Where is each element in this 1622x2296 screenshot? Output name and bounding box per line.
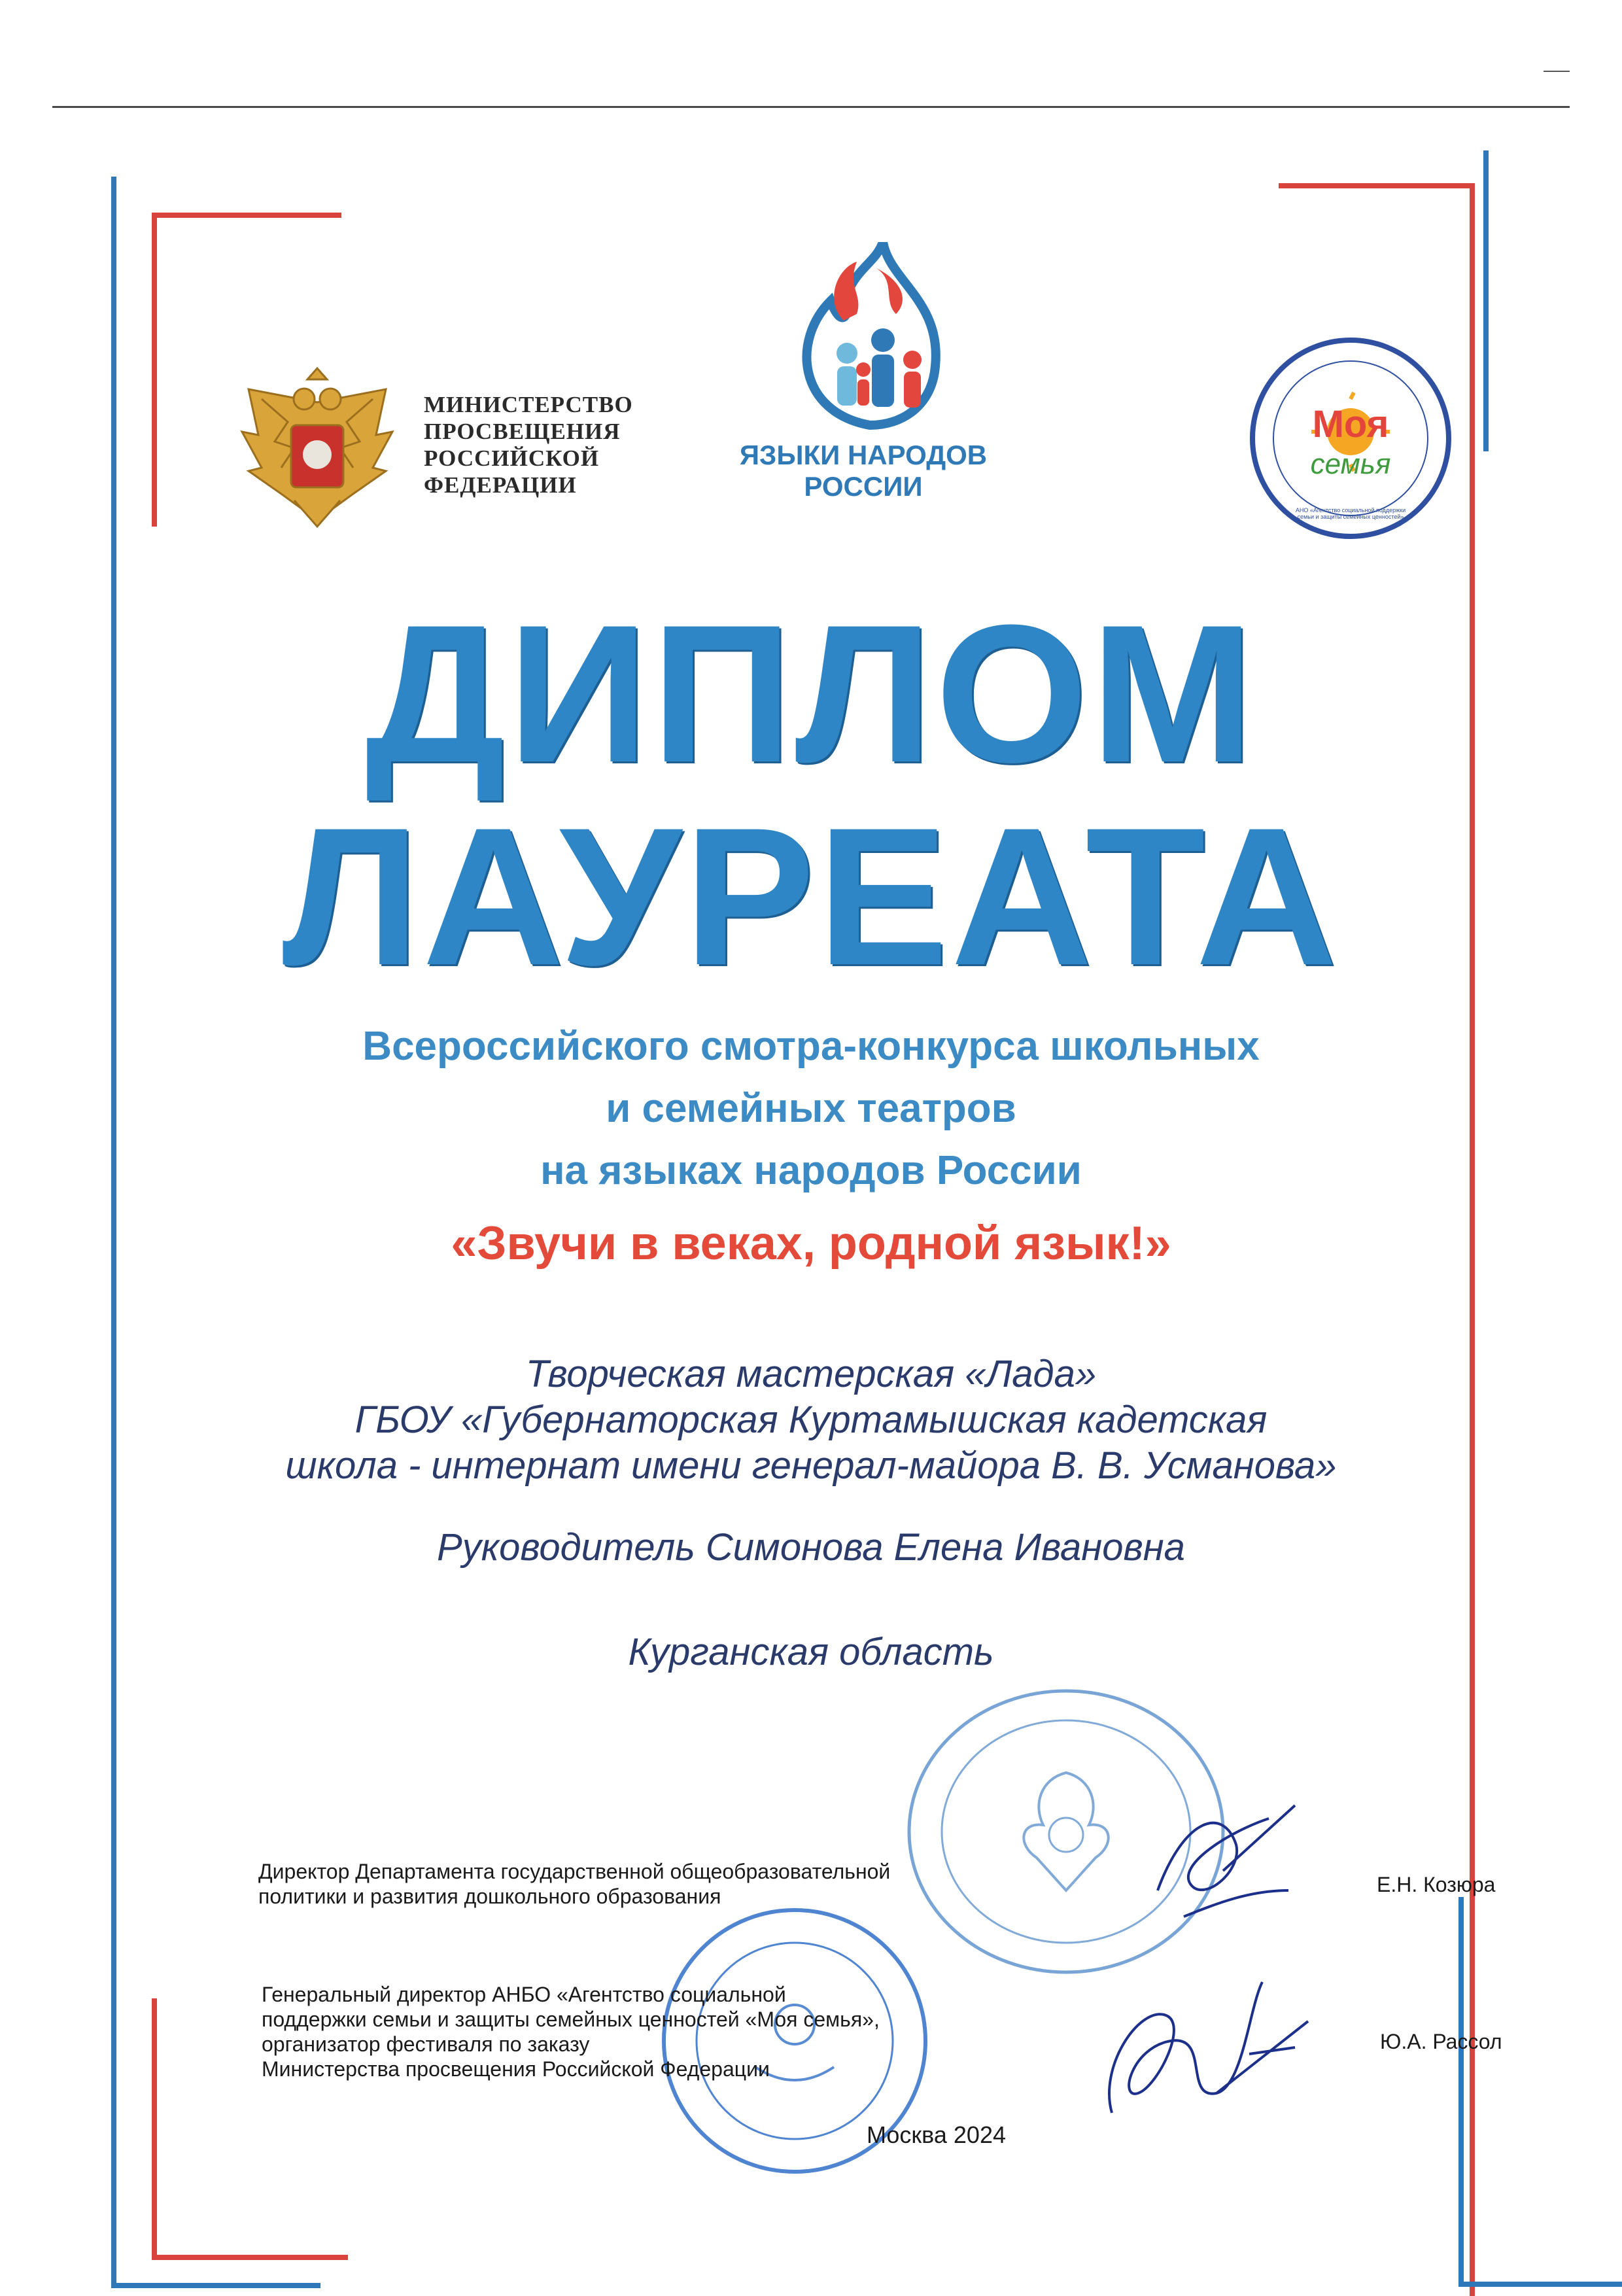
family-logo-word1: Моя: [1312, 403, 1389, 445]
languages-logo-text: ЯЗЫКИ НАРОДОВ РОССИИ: [739, 440, 988, 502]
director2-name: Ю.А. Рассол: [1380, 2030, 1502, 2053]
contest-line2: и семейных театров: [606, 1086, 1016, 1131]
recipient-region: Курганская область: [628, 1631, 994, 1673]
family-logo-word2: семья: [1310, 448, 1391, 480]
recipient-studio: Творческая мастерская «Лада»: [525, 1353, 1097, 1395]
scan-corner-line: [1544, 71, 1570, 72]
contest-line1: Всероссийского смотра-конкурса школьных: [362, 1024, 1260, 1069]
languages-logo-icon: [785, 242, 955, 432]
title-line2: ЛАУРЕАТА: [282, 786, 1340, 1006]
family-logo: [1246, 334, 1455, 543]
signature-2: [1086, 1969, 1321, 2139]
ministry-emblem: [235, 363, 399, 533]
city-year: Москва 2024: [867, 2121, 1006, 2148]
director1-name: Е.Н. Козюра: [1377, 1873, 1496, 1896]
ministry-name: МИНИСТЕРСТВО ПРОСВЕЩЕНИЯ РОССИЙСКОЙ ФЕДЕРАЦИИ: [424, 392, 633, 498]
director1-title: Директор Департамента государственной общеобразовательной политики и развития дошкольного образования: [258, 1860, 891, 1908]
recipient-leader: Руководитель Симонова Елена Ивановна: [437, 1526, 1185, 1569]
scan-top-line: [52, 106, 1570, 108]
recipient-school-line2: школа - интернат имени генерал-майора В. В. Усманова»: [285, 1444, 1337, 1487]
title-line1: ДИПЛОМ: [365, 583, 1257, 803]
family-logo-ring-text: АНО «Агентство социальной поддержки семьи и защиты семейных ценностей»: [1295, 507, 1406, 520]
contest-line3: на языках народов России: [540, 1148, 1082, 1193]
signature-1: [1145, 1792, 1302, 1936]
contest-motto: «Звучи в веках, родной язык!»: [451, 1217, 1171, 1270]
recipient-school-line1: ГБОУ «Губернаторская Куртамышская кадетская: [354, 1399, 1268, 1441]
director2-title: Генеральный директор АНБО «Агентство социальной поддержки семьи и защиты семейных ценностей «Моя семья», организатор фестиваля по заказу Министерства просвещения Российской Федерации: [262, 1983, 880, 2081]
